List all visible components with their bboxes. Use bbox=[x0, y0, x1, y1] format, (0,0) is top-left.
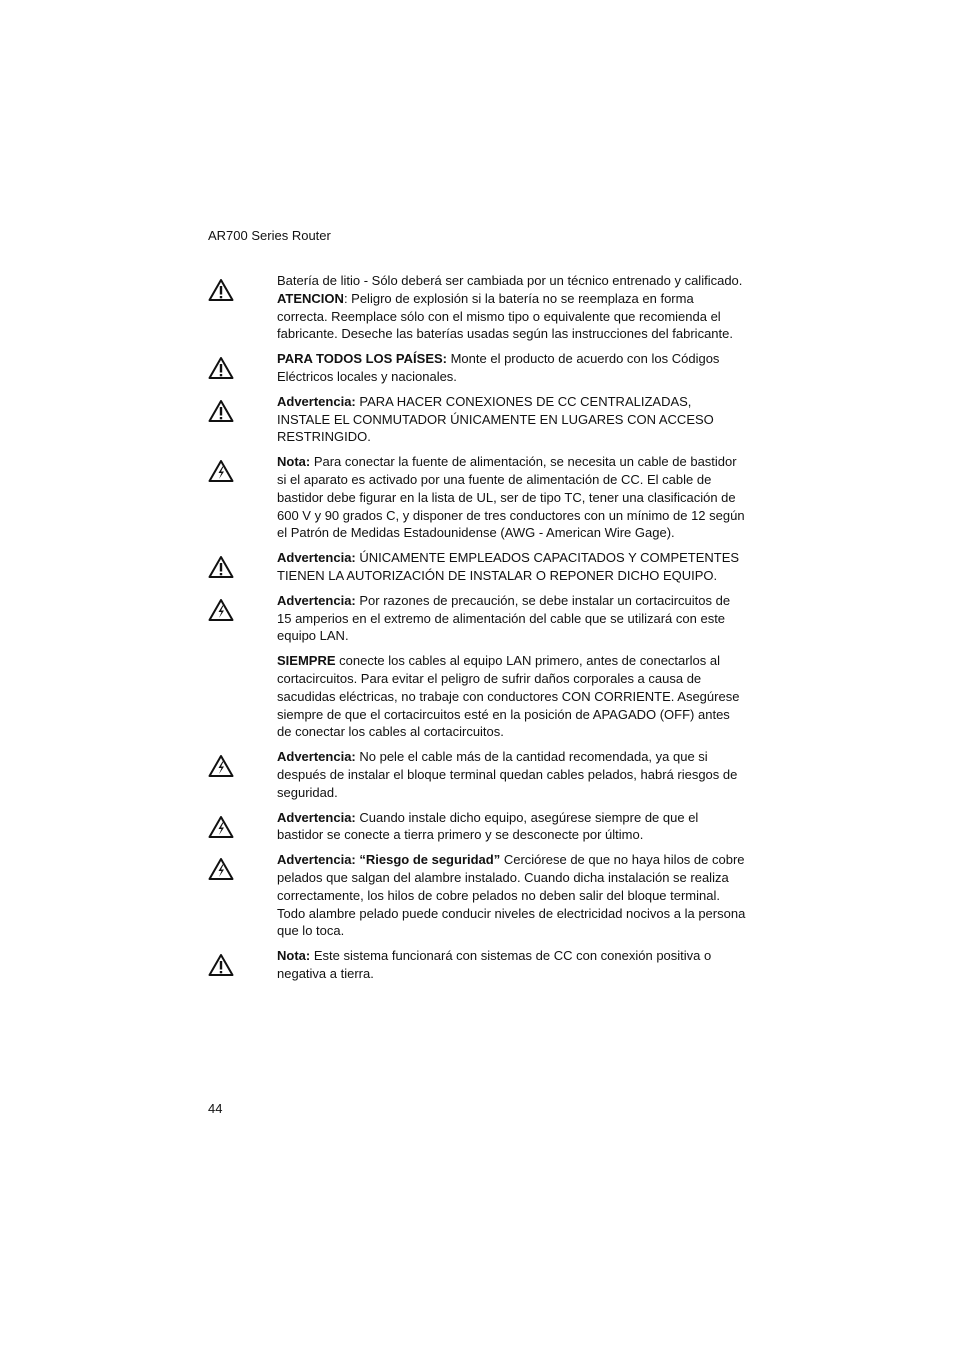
warning-text: Advertencia: Cuando instale dicho equipo, asegúrese siempre de que el bastidor se conecte a tierra primero y se desconecte por último. bbox=[277, 809, 699, 843]
warning-entry-dc-connections bbox=[208, 393, 748, 446]
warning-text: Advertencia: ÚNICAMENTE EMPLEADOS CAPACITADOS Y COMPETENTES TIENEN LA AUTORIZACIÓN DE INSTALAR O REPONER DICHO EQUIPO. bbox=[277, 550, 740, 583]
warning-text: PARA TODOS LOS PAÍSES: Monte el producto de acuerdo con los Códigos Eléctricos locales y nacionales. bbox=[277, 351, 720, 384]
warning-entry-always-connect bbox=[208, 652, 748, 741]
icon-spacer bbox=[208, 652, 277, 658]
warning-text: Nota: Este sistema funcionará con sistemas de CC con conexión positiva o negativa a tierra. bbox=[277, 948, 712, 981]
warning-entry-safety-risk bbox=[208, 851, 748, 940]
warning-text: Advertencia: “Riesgo de seguridad” Cerciórese de que no haya hilos de cobre pelados que salgan del alambre instalado. Cuando dicha instalación se realiza correctamente, los hilos de cobre pelados no deben salir del bloque terminal. Todo alambre pelado puede conducir niveles de electricidad nocivos a la persona que lo toca. bbox=[277, 852, 746, 939]
electrical-hazard-icon bbox=[208, 748, 277, 778]
warning-triangle-icon bbox=[208, 272, 277, 302]
warning-entry-circuit-breaker bbox=[208, 592, 748, 645]
warning-text: Nota: Para conectar la fuente de alimentación, se necesita un cable de bastidor si el aparato es activado por una fuente de alimentación de CC. El cable de bastidor debe figurar en la lista de UL, ser de tipo TC, tener una clasificación de 600 V y 90 grados C, y disponer de tres conductores con un mínimo de 12 según el Patrón de Medidas Estadounidense (AWG - American Wire Gage). bbox=[277, 454, 745, 541]
warning-entry-strip-cable bbox=[208, 748, 748, 801]
warning-entry-all-countries bbox=[208, 350, 748, 386]
warning-triangle-icon bbox=[208, 350, 277, 380]
warning-entry-trained-personnel bbox=[208, 549, 748, 585]
warnings-list bbox=[208, 272, 748, 990]
electrical-hazard-icon bbox=[208, 809, 277, 839]
warning-text: Advertencia: Por razones de precaución, se debe instalar un cortacircuitos de 15 amperios en el extremo de alimentación del cable que se utilizará con este equipo LAN. bbox=[277, 592, 731, 644]
warning-text: SIEMPRE conecte los cables al equipo LAN primero, antes de conectarlos al cortacircuitos. Para evitar el peligro de sufrir daños corporales a causa de sacudidas eléctricas, no trabaje con conductores CON CORRIENTE. Asegúrese siempre de que el cortacircuitos esté en la posición de APAGADO (OFF) antes de conectar los cables al cortacircuitos. bbox=[277, 653, 740, 740]
electrical-hazard-icon bbox=[208, 851, 277, 881]
warning-entry-dc-grounding-note bbox=[208, 947, 748, 983]
warning-triangle-icon bbox=[208, 947, 277, 977]
page-number: 44 bbox=[208, 1101, 223, 1116]
warning-text: Advertencia: PARA HACER CONEXIONES DE CC CENTRALIZADAS, INSTALE EL CONMUTADOR ÚNICAMENTE EN LUGARES CON ACCESO RESTRINGIDO. bbox=[277, 393, 714, 445]
electrical-hazard-icon bbox=[208, 592, 277, 622]
warning-text: Batería de litio - Sólo deberá ser cambiada por un técnico entrenado y calificado. ATENCION: Peligro de explosión si la batería no se reemplaza en forma correcta. Reemplace sólo con el mismo tipo o equivalente que recomienda el fabricante. Deseche las baterías usadas según las instrucciones del fabricante. bbox=[277, 273, 743, 342]
warning-text: Advertencia: No pele el cable más de la cantidad recomendada, ya que si después de instalar el bloque terminal quedan cables pelados, habrá riesgos de seguridad. bbox=[277, 749, 738, 800]
warning-triangle-icon bbox=[208, 393, 277, 423]
electrical-hazard-icon bbox=[208, 453, 277, 483]
warning-entry-lithium-battery bbox=[208, 272, 748, 343]
warning-entry-ground-first bbox=[208, 809, 748, 845]
running-header: AR700 Series Router bbox=[208, 228, 331, 243]
warning-entry-power-cable-note bbox=[208, 453, 748, 542]
warning-triangle-icon bbox=[208, 549, 277, 579]
